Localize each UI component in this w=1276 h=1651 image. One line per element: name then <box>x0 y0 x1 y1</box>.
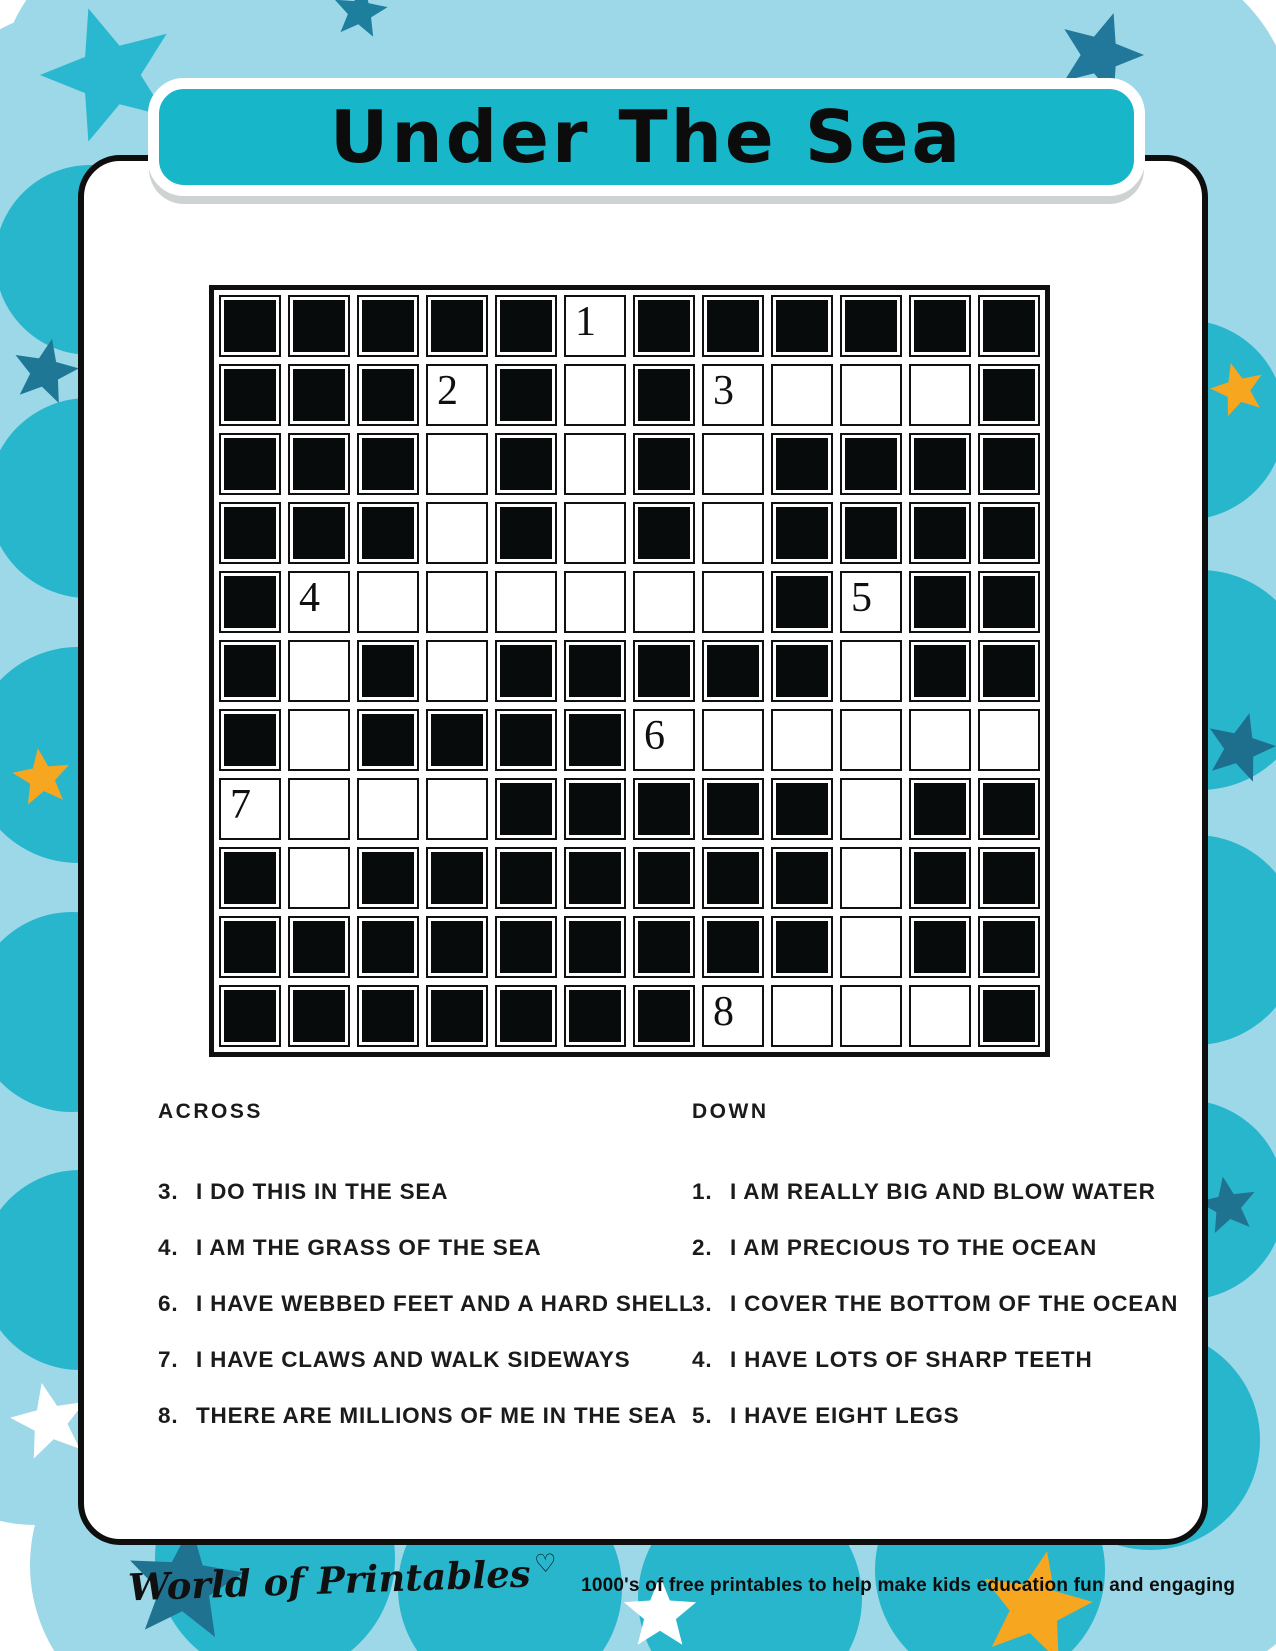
clue-number: 2. <box>692 1235 713 1260</box>
grid-cell-black <box>288 502 350 564</box>
grid-cell-black <box>219 640 281 702</box>
grid-cell-white <box>771 364 833 426</box>
clue-item <box>158 1164 688 1220</box>
grid-cell-black <box>909 640 971 702</box>
clue-number: 7. <box>158 1347 179 1372</box>
grid-cell-white <box>840 640 902 702</box>
down-clues-section <box>692 1100 1222 1444</box>
grid-cell-black <box>702 916 764 978</box>
clue-text: I AM REALLY BIG AND BLOW WATER <box>730 1179 1156 1204</box>
grid-cell-black <box>909 433 971 495</box>
grid-cell-white <box>840 571 902 633</box>
grid-cell-white <box>564 571 626 633</box>
grid-cell-black <box>495 502 557 564</box>
grid-cell-black <box>840 502 902 564</box>
grid-cell-white <box>426 778 488 840</box>
grid-cell-white <box>702 709 764 771</box>
clue-text: I DO THIS IN THE SEA <box>196 1179 449 1204</box>
grid-cell-black <box>909 916 971 978</box>
grid-cell-white <box>426 502 488 564</box>
grid-cell-black <box>633 364 695 426</box>
grid-cell-black <box>288 364 350 426</box>
clue-text: THERE ARE MILLIONS OF ME IN THE SEA <box>196 1403 677 1428</box>
grid-cell-black <box>633 778 695 840</box>
across-clue-list <box>158 1164 694 1444</box>
footer-tagline: 1000's of free printables to help make kids education fun and engaging <box>581 1575 1236 1596</box>
grid-cell-black <box>978 640 1040 702</box>
grid-cell-white <box>702 364 764 426</box>
grid-cell-black <box>564 778 626 840</box>
grid-cell-black <box>909 502 971 564</box>
clue-item <box>158 1388 688 1444</box>
grid-cell-white <box>840 364 902 426</box>
grid-cell-white <box>288 847 350 909</box>
page-title: Under The Sea <box>329 95 964 179</box>
grid-cell-black <box>978 778 1040 840</box>
grid-cell-black <box>564 709 626 771</box>
clue-item <box>158 1276 694 1332</box>
clue-number: 4. <box>692 1347 713 1372</box>
grid-cell-black <box>909 847 971 909</box>
clue-text: I HAVE LOTS OF SHARP TEETH <box>730 1347 1093 1372</box>
grid-cell-black <box>633 916 695 978</box>
grid-cell-black <box>219 709 281 771</box>
grid-cell-black <box>219 364 281 426</box>
grid-cell-number: 3 <box>713 368 734 414</box>
grid-cell-white <box>771 709 833 771</box>
grid-cell-black <box>633 640 695 702</box>
grid-cell-black <box>495 295 557 357</box>
grid-cell-black <box>909 778 971 840</box>
grid-cell-black <box>357 502 419 564</box>
clue-item <box>692 1276 1222 1332</box>
grid-cell-black <box>633 295 695 357</box>
grid-cell-white <box>219 778 281 840</box>
grid-cell-black <box>564 640 626 702</box>
grid-cell-white <box>702 502 764 564</box>
crossword-grid <box>209 285 1050 1057</box>
grid-cell-black <box>219 847 281 909</box>
grid-cell-black <box>357 433 419 495</box>
grid-cell-black <box>771 778 833 840</box>
grid-cell-black <box>357 847 419 909</box>
brand-logo <box>127 1548 558 1610</box>
grid-cell-white <box>633 571 695 633</box>
grid-cell-black <box>633 985 695 1047</box>
grid-cell-black <box>771 847 833 909</box>
clue-number: 3. <box>692 1291 713 1316</box>
grid-cell-black <box>840 433 902 495</box>
grid-cell-black <box>357 709 419 771</box>
grid-cell-black <box>978 295 1040 357</box>
grid-cell-black <box>357 640 419 702</box>
grid-cell-black <box>288 985 350 1047</box>
grid-cell-black <box>771 502 833 564</box>
grid-cell-number: 6 <box>644 713 665 759</box>
clue-text: I HAVE WEBBED FEET AND A HARD SHELL <box>196 1291 694 1316</box>
grid-cell-white <box>840 985 902 1047</box>
grid-cell-black <box>495 709 557 771</box>
grid-cell-black <box>495 916 557 978</box>
grid-cell-white <box>564 433 626 495</box>
grid-cell-black <box>702 847 764 909</box>
grid-cell-number: 8 <box>713 989 734 1035</box>
grid-cell-black <box>978 916 1040 978</box>
grid-cell-number: 7 <box>230 782 251 828</box>
grid-cell-black <box>219 985 281 1047</box>
grid-cell-black <box>771 295 833 357</box>
grid-cell-white <box>426 364 488 426</box>
down-heading: DOWN <box>692 1100 769 1123</box>
grid-cell-black <box>357 295 419 357</box>
across-heading: ACROSS <box>158 1100 263 1123</box>
grid-cell-white <box>288 571 350 633</box>
grid-cell-black <box>633 502 695 564</box>
grid-cell-black <box>771 571 833 633</box>
grid-cell-black <box>219 433 281 495</box>
grid-cell-black <box>771 916 833 978</box>
grid-cell-white <box>840 847 902 909</box>
footer <box>127 1548 1236 1610</box>
grid-cell-white <box>357 778 419 840</box>
clue-item <box>692 1220 1222 1276</box>
grid-cell-white <box>495 571 557 633</box>
grid-cell-white <box>357 571 419 633</box>
grid-cell-black <box>978 985 1040 1047</box>
grid-cell-black <box>426 295 488 357</box>
grid-cell-black <box>219 502 281 564</box>
grid-cell-black <box>633 433 695 495</box>
grid-cell-black <box>564 847 626 909</box>
clue-item <box>692 1388 1222 1444</box>
clue-text: I AM THE GRASS OF THE SEA <box>196 1235 542 1260</box>
grid-cell-black <box>357 364 419 426</box>
brand-logo-text: World of Printables <box>127 1551 532 1610</box>
clue-item <box>158 1220 688 1276</box>
grid-cell-number: 4 <box>299 575 320 621</box>
clue-number: 1. <box>692 1179 713 1204</box>
clue-number: 4. <box>158 1235 179 1260</box>
down-clue-list <box>692 1164 1222 1444</box>
grid-cell-white <box>702 433 764 495</box>
grid-cell-black <box>426 985 488 1047</box>
grid-cell-white <box>909 985 971 1047</box>
grid-cell-black <box>909 295 971 357</box>
clue-text: I COVER THE BOTTOM OF THE OCEAN <box>730 1291 1179 1316</box>
grid-cell-black <box>978 571 1040 633</box>
grid-cell-white <box>564 502 626 564</box>
grid-cell-number: 2 <box>437 368 458 414</box>
grid-cell-black <box>702 640 764 702</box>
clue-text: I HAVE EIGHT LEGS <box>730 1403 960 1428</box>
grid-cell-black <box>771 640 833 702</box>
grid-cell-black <box>702 295 764 357</box>
grid-cell-black <box>357 985 419 1047</box>
grid-cell-white <box>288 640 350 702</box>
grid-cell-black <box>702 778 764 840</box>
grid-cell-black <box>219 916 281 978</box>
across-clues-section <box>158 1100 694 1444</box>
grid-cell-white <box>426 433 488 495</box>
grid-cell-black <box>978 847 1040 909</box>
clue-text: I HAVE CLAWS AND WALK SIDEWAYS <box>196 1347 631 1372</box>
clue-number: 5. <box>692 1403 713 1428</box>
clue-item <box>692 1332 1222 1388</box>
grid-cell-white <box>426 640 488 702</box>
grid-cell-white <box>702 571 764 633</box>
grid-cell-black <box>288 295 350 357</box>
grid-cell-black <box>426 916 488 978</box>
grid-cell-white <box>840 709 902 771</box>
clue-item <box>158 1332 688 1388</box>
clue-number: 3. <box>158 1179 179 1204</box>
grid-cell-black <box>564 916 626 978</box>
grid-cell-black <box>357 916 419 978</box>
grid-cell-white <box>633 709 695 771</box>
clue-number: 8. <box>158 1403 179 1428</box>
grid-cell-white <box>288 709 350 771</box>
grid-cell-black <box>495 778 557 840</box>
grid-cell-white <box>840 778 902 840</box>
grid-cell-white <box>840 916 902 978</box>
clue-text: I AM PRECIOUS TO THE OCEAN <box>730 1235 1098 1260</box>
grid-cell-white <box>978 709 1040 771</box>
grid-cell-black <box>840 295 902 357</box>
title-banner <box>148 78 1145 196</box>
grid-cell-white <box>564 364 626 426</box>
grid-cell-black <box>978 364 1040 426</box>
grid-cell-number: 5 <box>851 575 872 621</box>
grid-cell-black <box>909 571 971 633</box>
grid-cell-white <box>702 985 764 1047</box>
grid-cell-white <box>909 364 971 426</box>
grid-cell-black <box>978 502 1040 564</box>
grid-cell-white <box>771 985 833 1047</box>
grid-cell-white <box>288 778 350 840</box>
grid-cell-black <box>495 985 557 1047</box>
grid-cell-black <box>771 433 833 495</box>
grid-cell-black <box>495 847 557 909</box>
grid-cell-black <box>633 847 695 909</box>
grid-cell-white <box>909 709 971 771</box>
clue-number: 6. <box>158 1291 179 1316</box>
grid-cell-white <box>564 295 626 357</box>
clue-item <box>692 1164 1222 1220</box>
grid-cell-number: 1 <box>575 299 596 345</box>
grid-cell-white <box>426 571 488 633</box>
grid-cell-black <box>426 709 488 771</box>
grid-cell-black <box>219 295 281 357</box>
grid-cell-black <box>495 433 557 495</box>
heart-icon: ♡ <box>533 1548 558 1579</box>
grid-cell-black <box>288 916 350 978</box>
grid-cell-black <box>495 364 557 426</box>
grid-cell-black <box>495 640 557 702</box>
grid-cell-black <box>288 433 350 495</box>
grid-cell-black <box>564 985 626 1047</box>
grid-cell-black <box>426 847 488 909</box>
grid-cell-black <box>978 433 1040 495</box>
grid-cell-black <box>219 571 281 633</box>
